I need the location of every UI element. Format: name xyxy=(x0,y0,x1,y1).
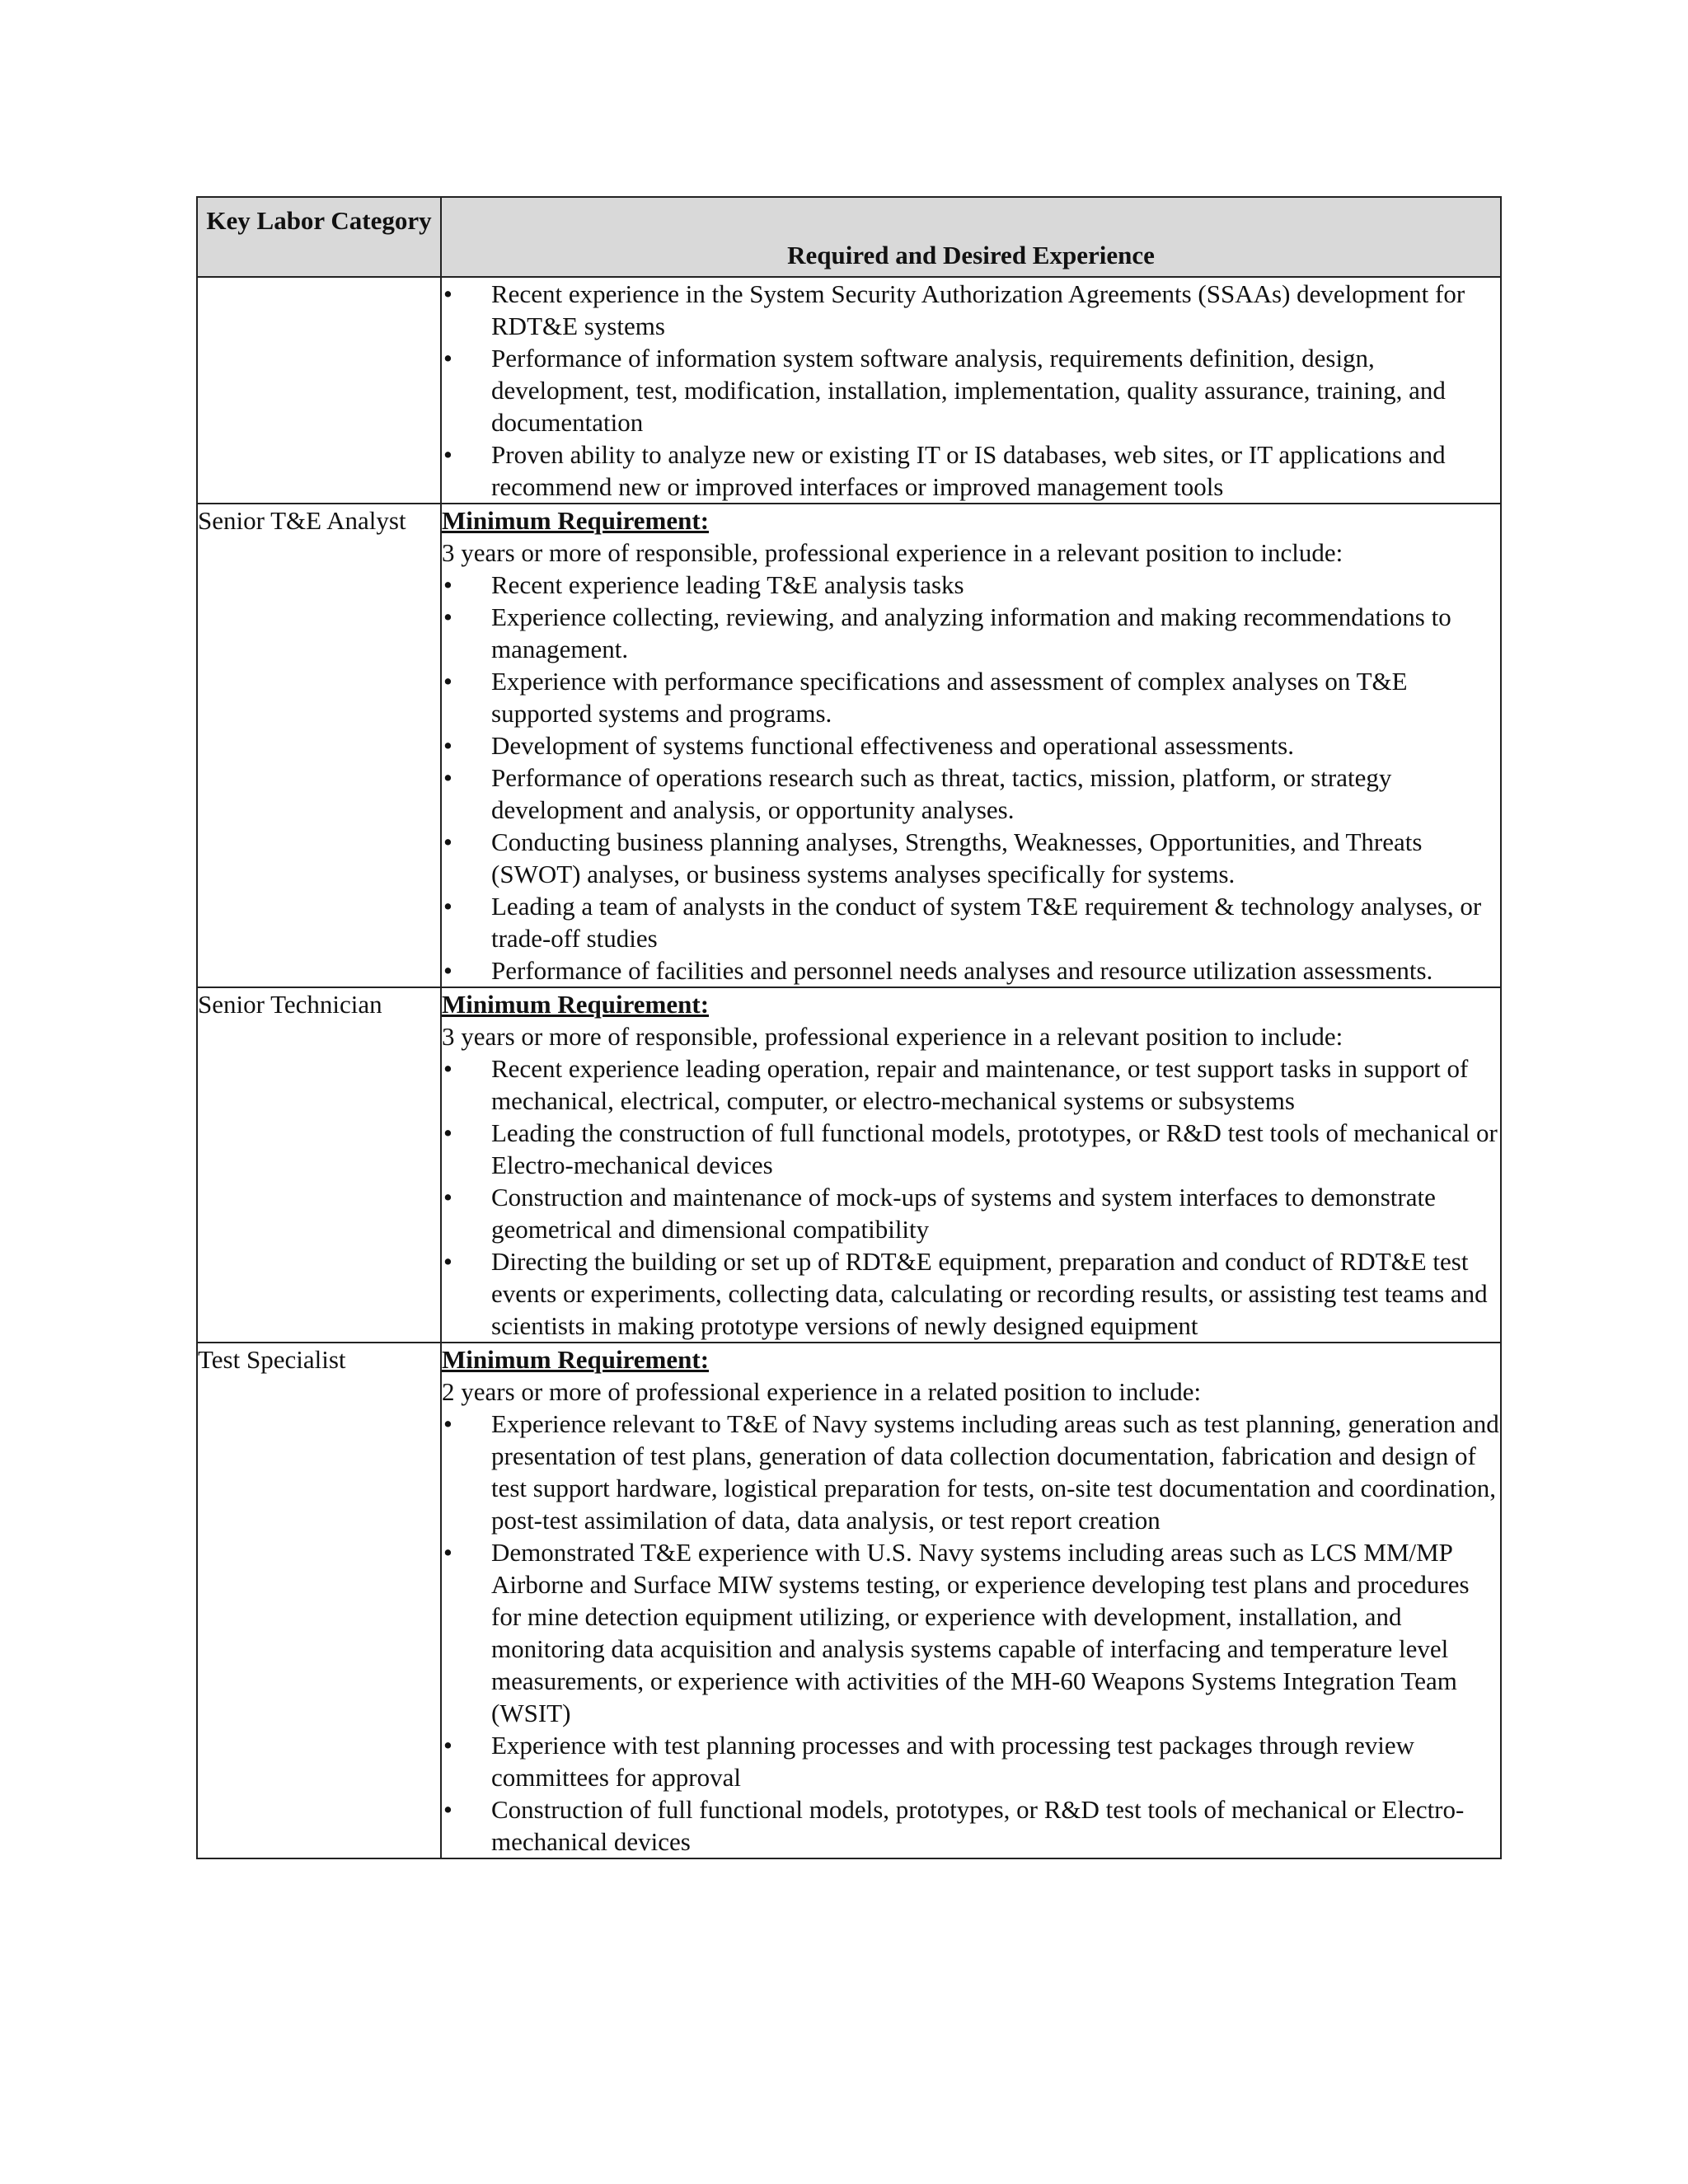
category-cell xyxy=(197,277,441,504)
category-cell: Test Specialist xyxy=(197,1343,441,1858)
list-item: • Recent experience leading operation, repair and maintenance, or test support tasks in support of mechanical, electrical, computer, or electro-mechanical systems or subsystems xyxy=(442,1052,1500,1117)
table-header-row xyxy=(197,197,1501,277)
requirement-list xyxy=(442,1052,1500,1342)
list-item: • Experience with test planning processes and with processing test packages through review committees for approval xyxy=(442,1729,1500,1793)
list-item: • Experience relevant to T&E of Navy systems including areas such as test planning, generation and presentation of test plans, generation of data collection documentation, fabrication and design of test support hardware, logistical preparation for tests, on-site test documentation and coordination, post-test assimilation of data, data analysis, or test report creation xyxy=(442,1408,1500,1536)
category-cell: Senior Technician xyxy=(197,987,441,1343)
list-item: • Construction and maintenance of mock-ups of systems and system interfaces to demonstrate geometrical and dimensional compatibility xyxy=(442,1181,1500,1245)
list-item: • Experience collecting, reviewing, and analyzing information and making recommendations to management. xyxy=(442,601,1500,665)
table-row xyxy=(197,504,1501,987)
list-item: • Performance of facilities and personnel needs analyses and resource utilization assessments. xyxy=(442,954,1500,987)
list-item: • Experience with performance specifications and assessment of complex analyses on T&E supported systems and programs. xyxy=(442,665,1500,729)
header-required-desired-experience: Required and Desired Experience xyxy=(441,197,1501,277)
list-item: • Performance of information system software analysis, requirements definition, design, development, test, modification, installation, implementation, quality assurance, training, and documentation xyxy=(442,342,1500,438)
experience-cell xyxy=(441,277,1501,504)
minimum-requirement-label: Minimum Requirement: xyxy=(442,990,710,1019)
header-key-labor-category: Key Labor Category xyxy=(197,197,441,277)
list-item: • Recent experience in the System Security Authorization Agreements (SSAAs) development for RDT&E systems xyxy=(442,278,1500,342)
list-item: • Proven ability to analyze new or existing IT or IS databases, web sites, or IT applications and recommend new or improved interfaces or improved management tools xyxy=(442,438,1500,503)
list-item: • Directing the building or set up of RDT&E equipment, preparation and conduct of RDT&E test events or experiments, collecting data, calculating or recording results, or assisting test teams and scientists in making prototype versions of newly designed equipment xyxy=(442,1245,1500,1342)
table-row xyxy=(197,1343,1501,1858)
labor-category-table xyxy=(196,196,1502,1859)
minimum-requirement-label: Minimum Requirement: xyxy=(442,1345,710,1374)
experience-cell xyxy=(441,987,1501,1343)
list-item: • Development of systems functional effectiveness and operational assessments. xyxy=(442,729,1500,762)
experience-cell xyxy=(441,1343,1501,1858)
table-row xyxy=(197,987,1501,1343)
list-item: • Leading a team of analysts in the conduct of system T&E requirement & technology analyses, or trade-off studies xyxy=(442,890,1500,954)
list-item: • Construction of full functional models, prototypes, or R&D test tools of mechanical or Electro-mechanical devices xyxy=(442,1793,1500,1858)
list-item: • Leading the construction of full functional models, prototypes, or R&D test tools of mechanical or Electro-mechanical devices xyxy=(442,1117,1500,1181)
list-item: • Recent experience leading T&E analysis tasks xyxy=(442,569,1500,601)
requirement-intro: 3 years or more of responsible, professional experience in a relevant position to include: xyxy=(442,538,1343,567)
experience-cell xyxy=(441,504,1501,987)
list-item: • Conducting business planning analyses, Strengths, Weaknesses, Opportunities, and Threats (SWOT) analyses, or business systems analyses specifically for systems. xyxy=(442,826,1500,890)
requirement-intro: 2 years or more of professional experience in a related position to include: xyxy=(442,1377,1202,1406)
category-cell: Senior T&E Analyst xyxy=(197,504,441,987)
list-item: • Demonstrated T&E experience with U.S. Navy systems including areas such as LCS MM/MP Airborne and Surface MIW systems testing, or experience developing test plans and procedures for mine detection equipment utilizing, or experience with development, installation, and monitoring data acquisition and analysis systems capable of interfacing and temperature level measurements, or experience with activities of the MH-60 Weapons Systems Integration Team (WSIT) xyxy=(442,1536,1500,1729)
requirement-list xyxy=(442,1408,1500,1858)
requirement-list xyxy=(442,569,1500,987)
requirement-intro: 3 years or more of responsible, professional experience in a relevant position to include: xyxy=(442,1022,1343,1051)
list-item: • Performance of operations research such as threat, tactics, mission, platform, or strategy development and analysis, or opportunity analyses. xyxy=(442,762,1500,826)
table-row xyxy=(197,277,1501,504)
requirement-list xyxy=(442,278,1500,503)
minimum-requirement-label: Minimum Requirement: xyxy=(442,506,710,535)
